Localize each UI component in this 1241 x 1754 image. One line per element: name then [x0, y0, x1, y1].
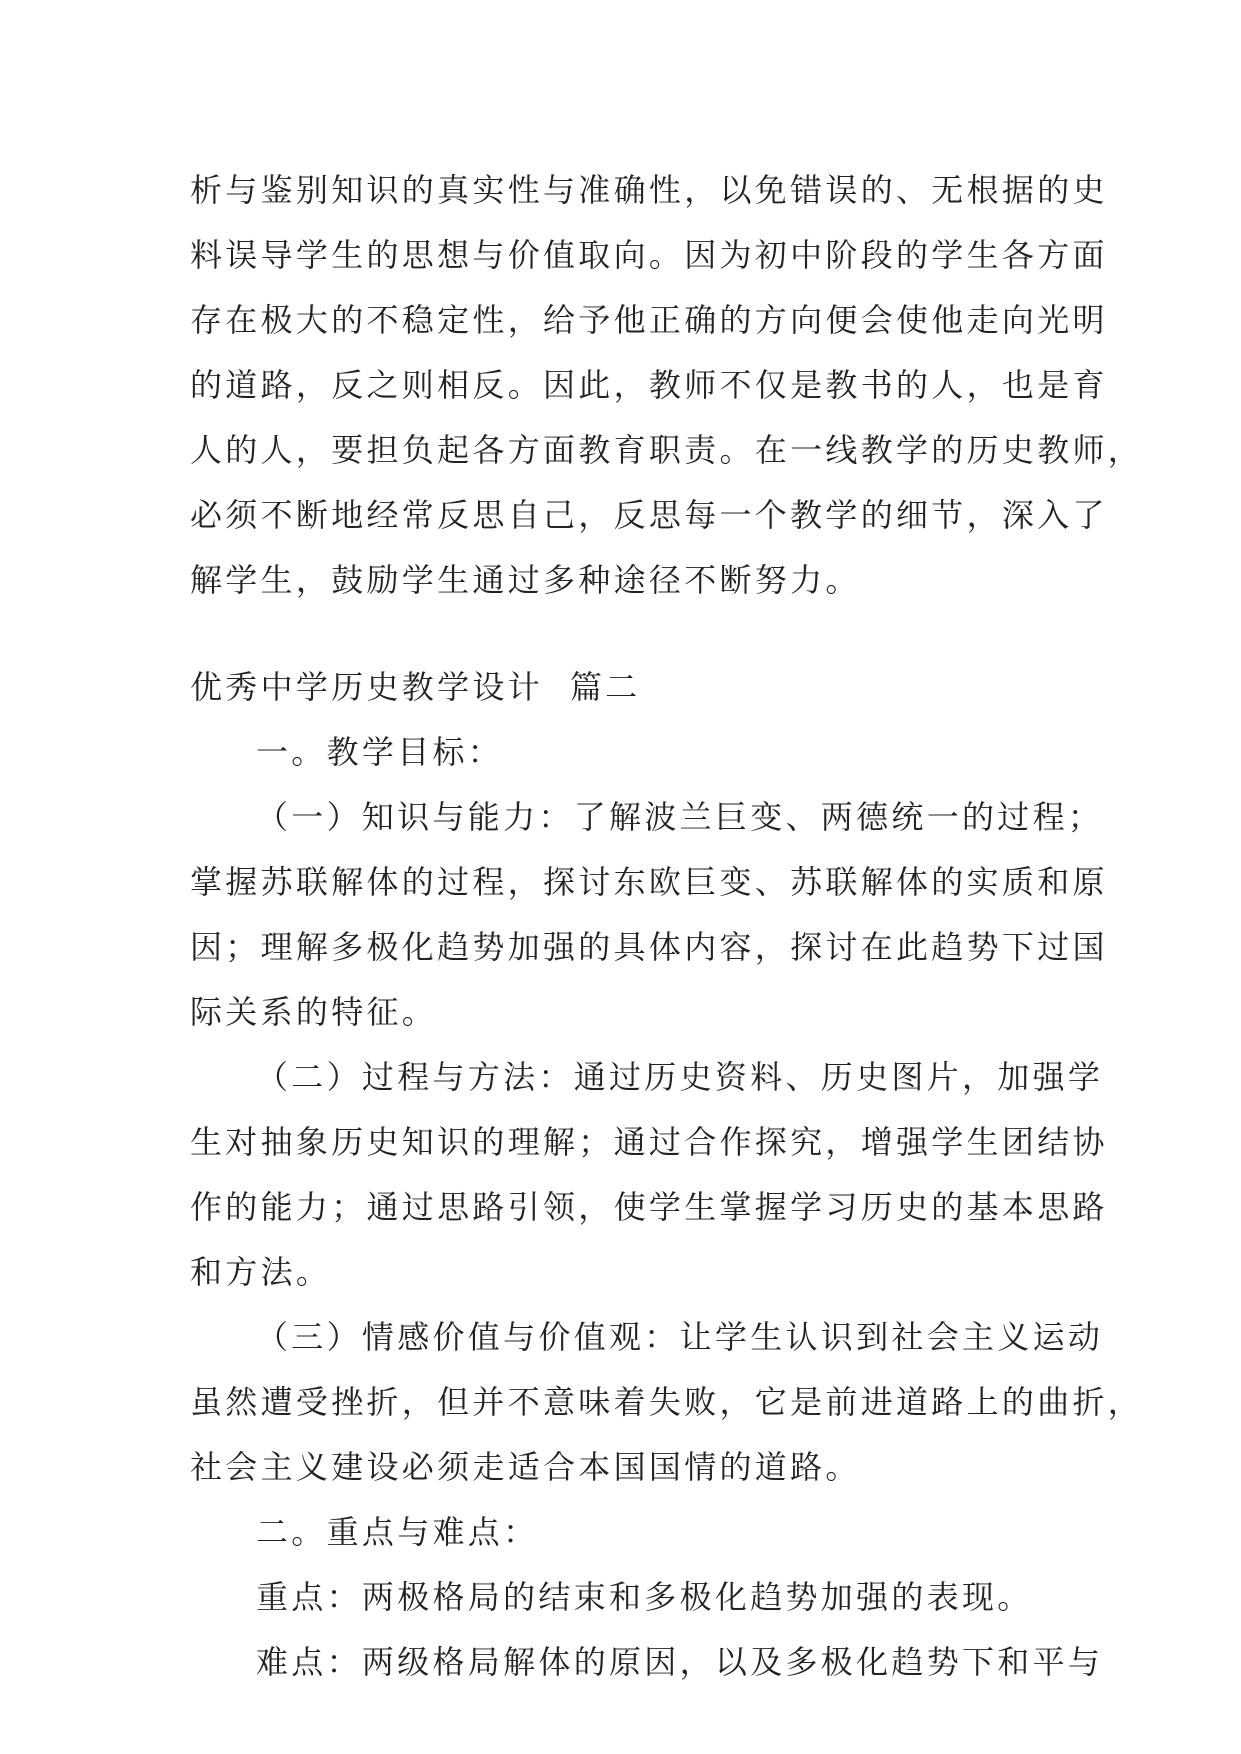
- objective-values: [190, 1305, 1144, 1500]
- objective-knowledge: [190, 785, 1108, 1045]
- text-line: 社会主义建设必须走适合本国国情的道路。: [190, 1448, 861, 1486]
- text-line: 人的人，要担负起各方面教育职责。在一线教学的历史教师，: [190, 431, 1144, 469]
- document-body: [190, 158, 1144, 1695]
- text-line: 和方法。: [190, 1253, 332, 1291]
- text-line: 解学生，鼓励学生通过多种途径不断努力。: [190, 561, 861, 599]
- section-spacer: [190, 613, 1048, 655]
- text-line: 必须不断地经常反思自己，反思每一个教学的细节，深入了: [190, 496, 1108, 534]
- key-point: 重点：两极格局的结束和多极化趋势加强的表现。: [256, 1578, 1033, 1616]
- text-line: （一）知识与能力：了解波兰巨变、两德统一的过程；: [256, 798, 1104, 836]
- text-line: 存在极大的不稳定性，给予他正确的方向便会使他走向光明: [190, 301, 1108, 339]
- heading-key-and-difficult-points: 二。重点与难点：: [256, 1513, 539, 1551]
- heading-teaching-objectives: 一。教学目标：: [256, 733, 504, 771]
- text-line: 料误导学生的思想与价值取向。因为初中阶段的学生各方面: [190, 236, 1108, 274]
- text-line: 虽然遭受挫折，但并不意味着失败，它是前进道路上的曲折，: [190, 1383, 1144, 1421]
- text-line: 析与鉴别知识的真实性与准确性，以免错误的、无根据的史: [190, 171, 1108, 209]
- text-line: 掌握苏联解体的过程，探讨东欧巨变、苏联解体的实质和原: [190, 863, 1108, 901]
- text-line: 的道路，反之则相反。因此，教师不仅是教书的人，也是育: [190, 366, 1108, 404]
- text-line: 生对抽象历史知识的理解；通过合作探究，增强学生团结协: [190, 1123, 1108, 1161]
- paragraph-conclusion: [190, 158, 1144, 613]
- text-line: 作的能力；通过思路引领，使学生掌握学习历史的基本思路: [190, 1188, 1108, 1226]
- text-line: （三）情感价值与价值观：让学生认识到社会主义运动: [256, 1318, 1104, 1356]
- text-line: 因；理解多极化趋势加强的具体内容，探讨在此趋势下过国: [190, 928, 1108, 966]
- text-line: （二）过程与方法：通过历史资料、历史图片，加强学: [256, 1058, 1104, 1096]
- text-line: 际关系的特征。: [190, 993, 438, 1031]
- objective-process: [190, 1045, 1108, 1305]
- difficult-point: 难点：两级格局解体的原因，以及多极化趋势下和平与: [256, 1643, 1104, 1681]
- section-title: 优秀中学历史教学设计 篇二: [190, 668, 641, 706]
